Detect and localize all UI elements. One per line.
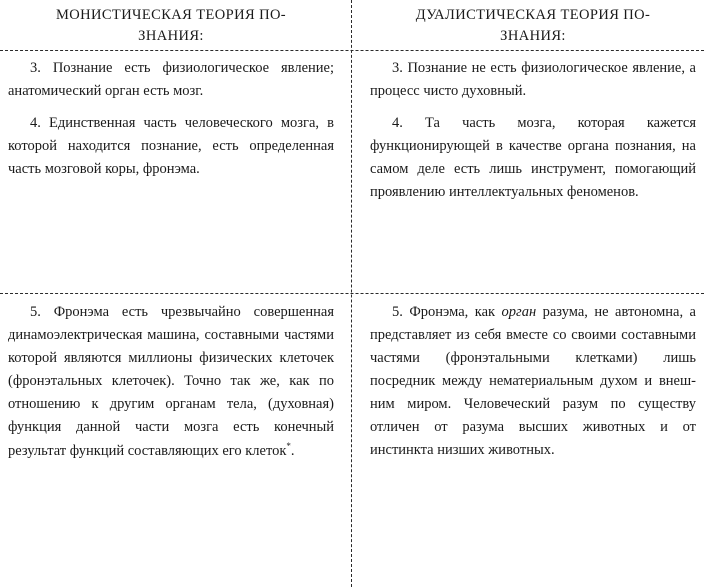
left-column-heading <box>8 0 334 46</box>
right-column-items-3-4 <box>352 46 704 289</box>
left-column-heading-cell <box>0 0 352 46</box>
left-column-item-5 <box>0 289 352 462</box>
right-column-heading <box>370 0 696 46</box>
right-item-3: 3. Познание не есть физиологическое явление, а процесс чисто духовный. <box>370 60 696 100</box>
right-item-4: 4. Та часть мозга, которая кажется функционирующей в качестве органа познания, на самом деле есть лишь инструмент, помогающий проявлению интеллектуальных феноменов. <box>370 114 696 200</box>
right-column-heading-cell <box>352 0 704 46</box>
right-item-5-text-pre: 5. Фронэма, как <box>392 304 502 321</box>
right-heading-line-2: ЗНАНИЯ: <box>500 27 566 44</box>
items-3-4-row <box>0 46 704 289</box>
left-item-4: 4. Единственная часть человеческого мозга, в которой находится познание, есть определенная часть мозговой коры, фронэма. <box>8 114 334 177</box>
right-item-5-emphasis: орган <box>501 304 537 321</box>
right-column-item-5 <box>352 289 704 462</box>
left-heading-line-1: МОНИСТИЧЕСКАЯ ТЕОРИЯ ПО- <box>55 7 287 23</box>
left-item-3: 3. Познание есть физиологическое явление; анатомический орган есть мозг. <box>8 60 334 100</box>
right-heading-line-1: ДУАЛИСТИЧЕСКАЯ ТЕОРИЯ ПО- <box>415 7 651 23</box>
item-5-row <box>0 289 704 462</box>
left-item-5-tail: . <box>290 442 295 459</box>
footnote-marker: * <box>286 440 291 451</box>
right-item-5-text-post: разума, не автономна, а представляет из себя вместе со своими составными частями (фронэтальными клетками) лишь посредник между нематериальным духом и внешним миром. Человеческий разум по существу отличен от разума высших животных и от инстинкта низших животных. <box>370 304 696 458</box>
left-heading-line-2: ЗНАНИЯ: <box>138 27 204 44</box>
right-item-5 <box>370 301 696 461</box>
left-item-5 <box>8 301 334 462</box>
left-column-items-3-4 <box>0 46 352 289</box>
left-item-5-text: 5. Фронэма есть чрезвычайно совершенная динамоэлектрическая машина, составными частями которой являются миллионы физических клеточек (фронэтальных клеточек). Точно так же, как по отношению к другим органам тела, (духовная) функция данной части мозга есть конечный результат функций составляющих его клеток <box>8 304 334 459</box>
headings-row <box>0 0 704 46</box>
